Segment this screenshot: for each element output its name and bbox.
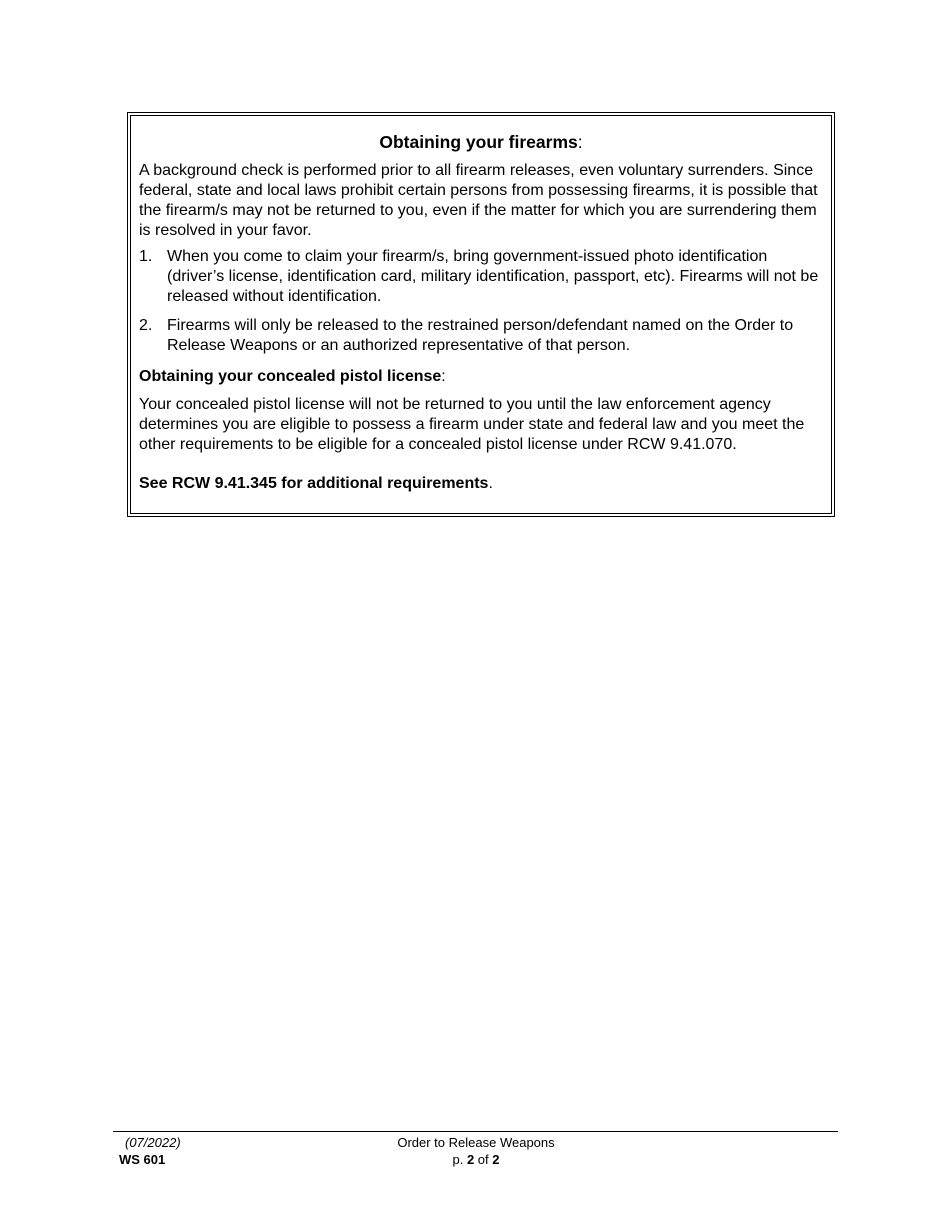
list-item [139,247,823,307]
firearms-heading [139,131,823,153]
footer-document-info [326,1134,626,1168]
license-heading-colon: : [441,368,446,385]
document-title: Order to Release Weapons [397,1135,555,1150]
page-prefix: p. [452,1152,467,1167]
page-number [326,1151,626,1168]
license-heading [139,367,823,387]
info-box-inner [130,115,832,514]
firearms-intro: A background check is performed prior to all firearm releases, even voluntary surrenders. Since federal, state and local laws prohibit certain persons from possessing firearms, it is possible that the firearm/s may not be returned to you, even if the matter for which you are surrendering them is resolved in your favor. [139,162,818,239]
see-also-period: . [488,475,493,492]
page-total: 2 [492,1152,500,1167]
form-code: WS 601 [119,1152,166,1167]
page-current: 2 [466,1152,475,1167]
list-item-text: When you come to claim your firearm/s, bring government-issued photo identification (driver’s license, identification card, military identification, passport, etc). Firearms will not be released without identification. [167,248,819,305]
see-also-note [139,474,823,494]
list-item [139,316,823,356]
page-of: of [474,1152,493,1167]
list-item-number: 2. [139,317,153,334]
footer-form-info [119,1134,181,1168]
list-item-number: 1. [139,248,153,265]
license-heading-text: Obtaining your concealed pistol license [139,368,442,385]
form-revision-date: (07/2022) [125,1135,181,1150]
firearms-heading-text: Obtaining your firearms [379,132,578,152]
footer-divider [113,1131,838,1132]
license-text: Your concealed pistol license will not be returned to you until the law enforcement agency determines you are eligible to possess a firearm under state and federal law and you meet the other requirements to be eligible for a concealed pistol license under RCW 9.41.070. [139,396,805,453]
info-box [127,112,835,517]
firearms-heading-colon: : [577,132,583,152]
list-item-text: Firearms will only be released to the restrained person/defendant named on the Order to Release Weapons or an authorized representative of that person. [167,317,794,354]
firearms-list [139,247,823,356]
see-also-text: See RCW 9.41.345 for additional requirements [139,475,489,492]
